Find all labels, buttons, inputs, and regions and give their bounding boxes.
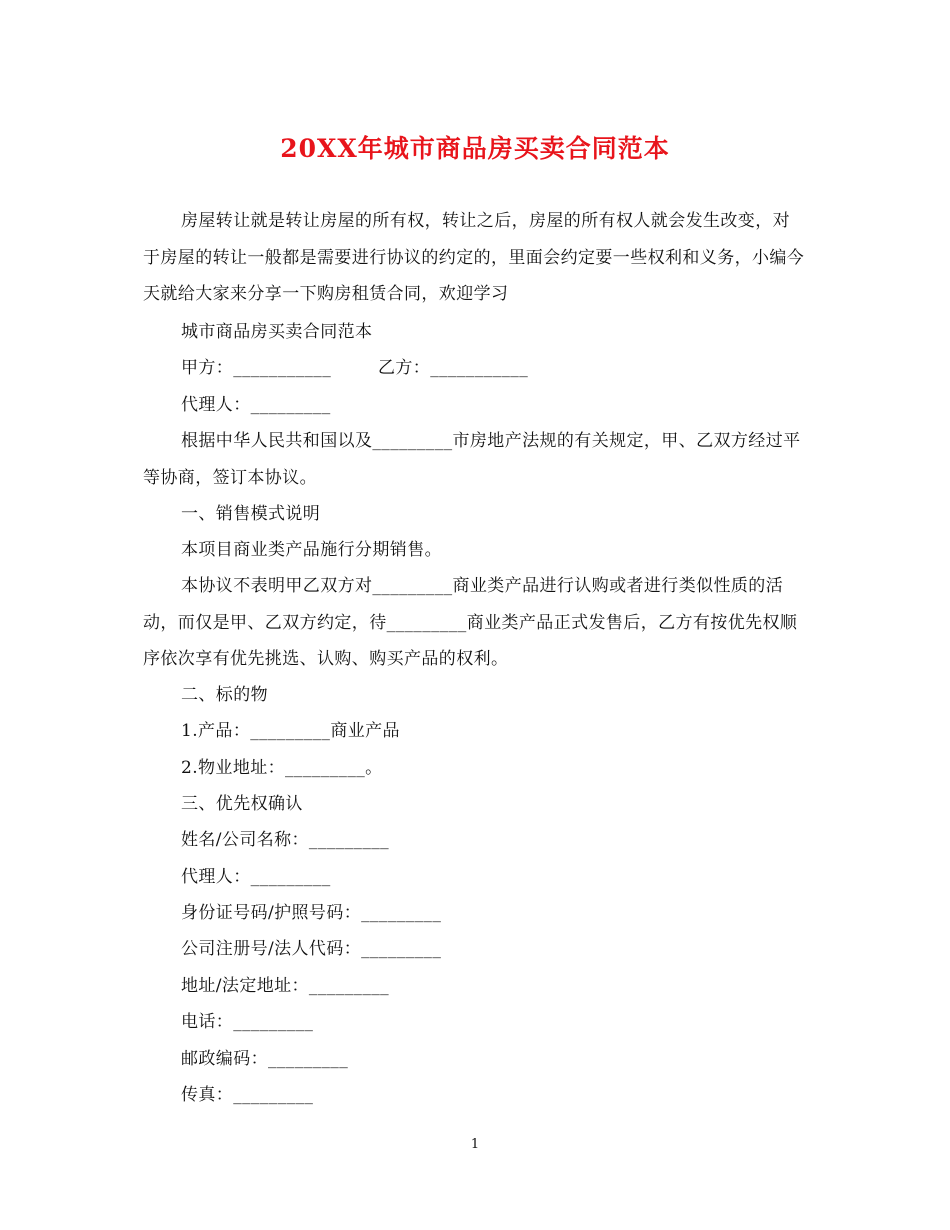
company-registration-field: 公司注册号/法人代码：_________ <box>181 939 442 959</box>
agent-field-2: 代理人：_________ <box>181 867 331 887</box>
party-a-field: 甲方：___________ <box>181 358 332 378</box>
postcode-field: 邮政编码：_________ <box>181 1049 349 1069</box>
agent-field: 代理人：_________ <box>181 395 331 415</box>
party-b-field: 乙方：___________ <box>378 358 529 378</box>
address-field: 地址/法定地址：_________ <box>181 976 390 996</box>
intro-paragraph: 房屋转让就是转让房屋的所有权，转让之后，房屋的所有权人就会发生改变，对于房屋的转让一般都是需要进行协议的约定的，里面会约定要一些权利和义务，小编今天就给大家来分享一下购房租赁合同，欢迎学习 <box>143 211 805 304</box>
contract-name: 城市商品房买卖合同范本 <box>181 322 373 342</box>
section-2-title: 二、标的物 <box>181 685 268 705</box>
name-company-field: 姓名/公司名称：_________ <box>181 830 390 850</box>
section-1-title: 一、销售模式说明 <box>181 504 321 524</box>
basis-paragraph: 根据中华人民共和国以及_________市房地产法规的有关规定，甲、乙双方经过平等协商，签订本协议。 <box>143 431 801 488</box>
phone-field: 电话：_________ <box>181 1012 314 1032</box>
section-3-title: 三、优先权确认 <box>181 794 303 814</box>
page-number: 1 <box>470 1137 480 1152</box>
property-address-field: 2.物业地址：_________。 <box>181 758 383 778</box>
id-passport-field: 身份证号码/护照号码：_________ <box>181 903 442 923</box>
section-1-paragraph-1: 本项目商业类产品施行分期销售。 <box>181 540 442 560</box>
product-field: 1.产品：_________商业产品 <box>181 721 400 741</box>
section-1-paragraph-2: 本协议不表明甲乙双方对_________商业类产品进行认购或者进行类似性质的活动，而仅是甲、乙双方约定，待_________商业类产品正式发售后，乙方有按优先权顺序依次享有优先挑选、认购、购买产品的权利。 <box>143 576 798 669</box>
fax-field: 传真：_________ <box>181 1085 314 1105</box>
document-title: 20XX年城市商品房买卖合同范本 <box>280 134 670 163</box>
